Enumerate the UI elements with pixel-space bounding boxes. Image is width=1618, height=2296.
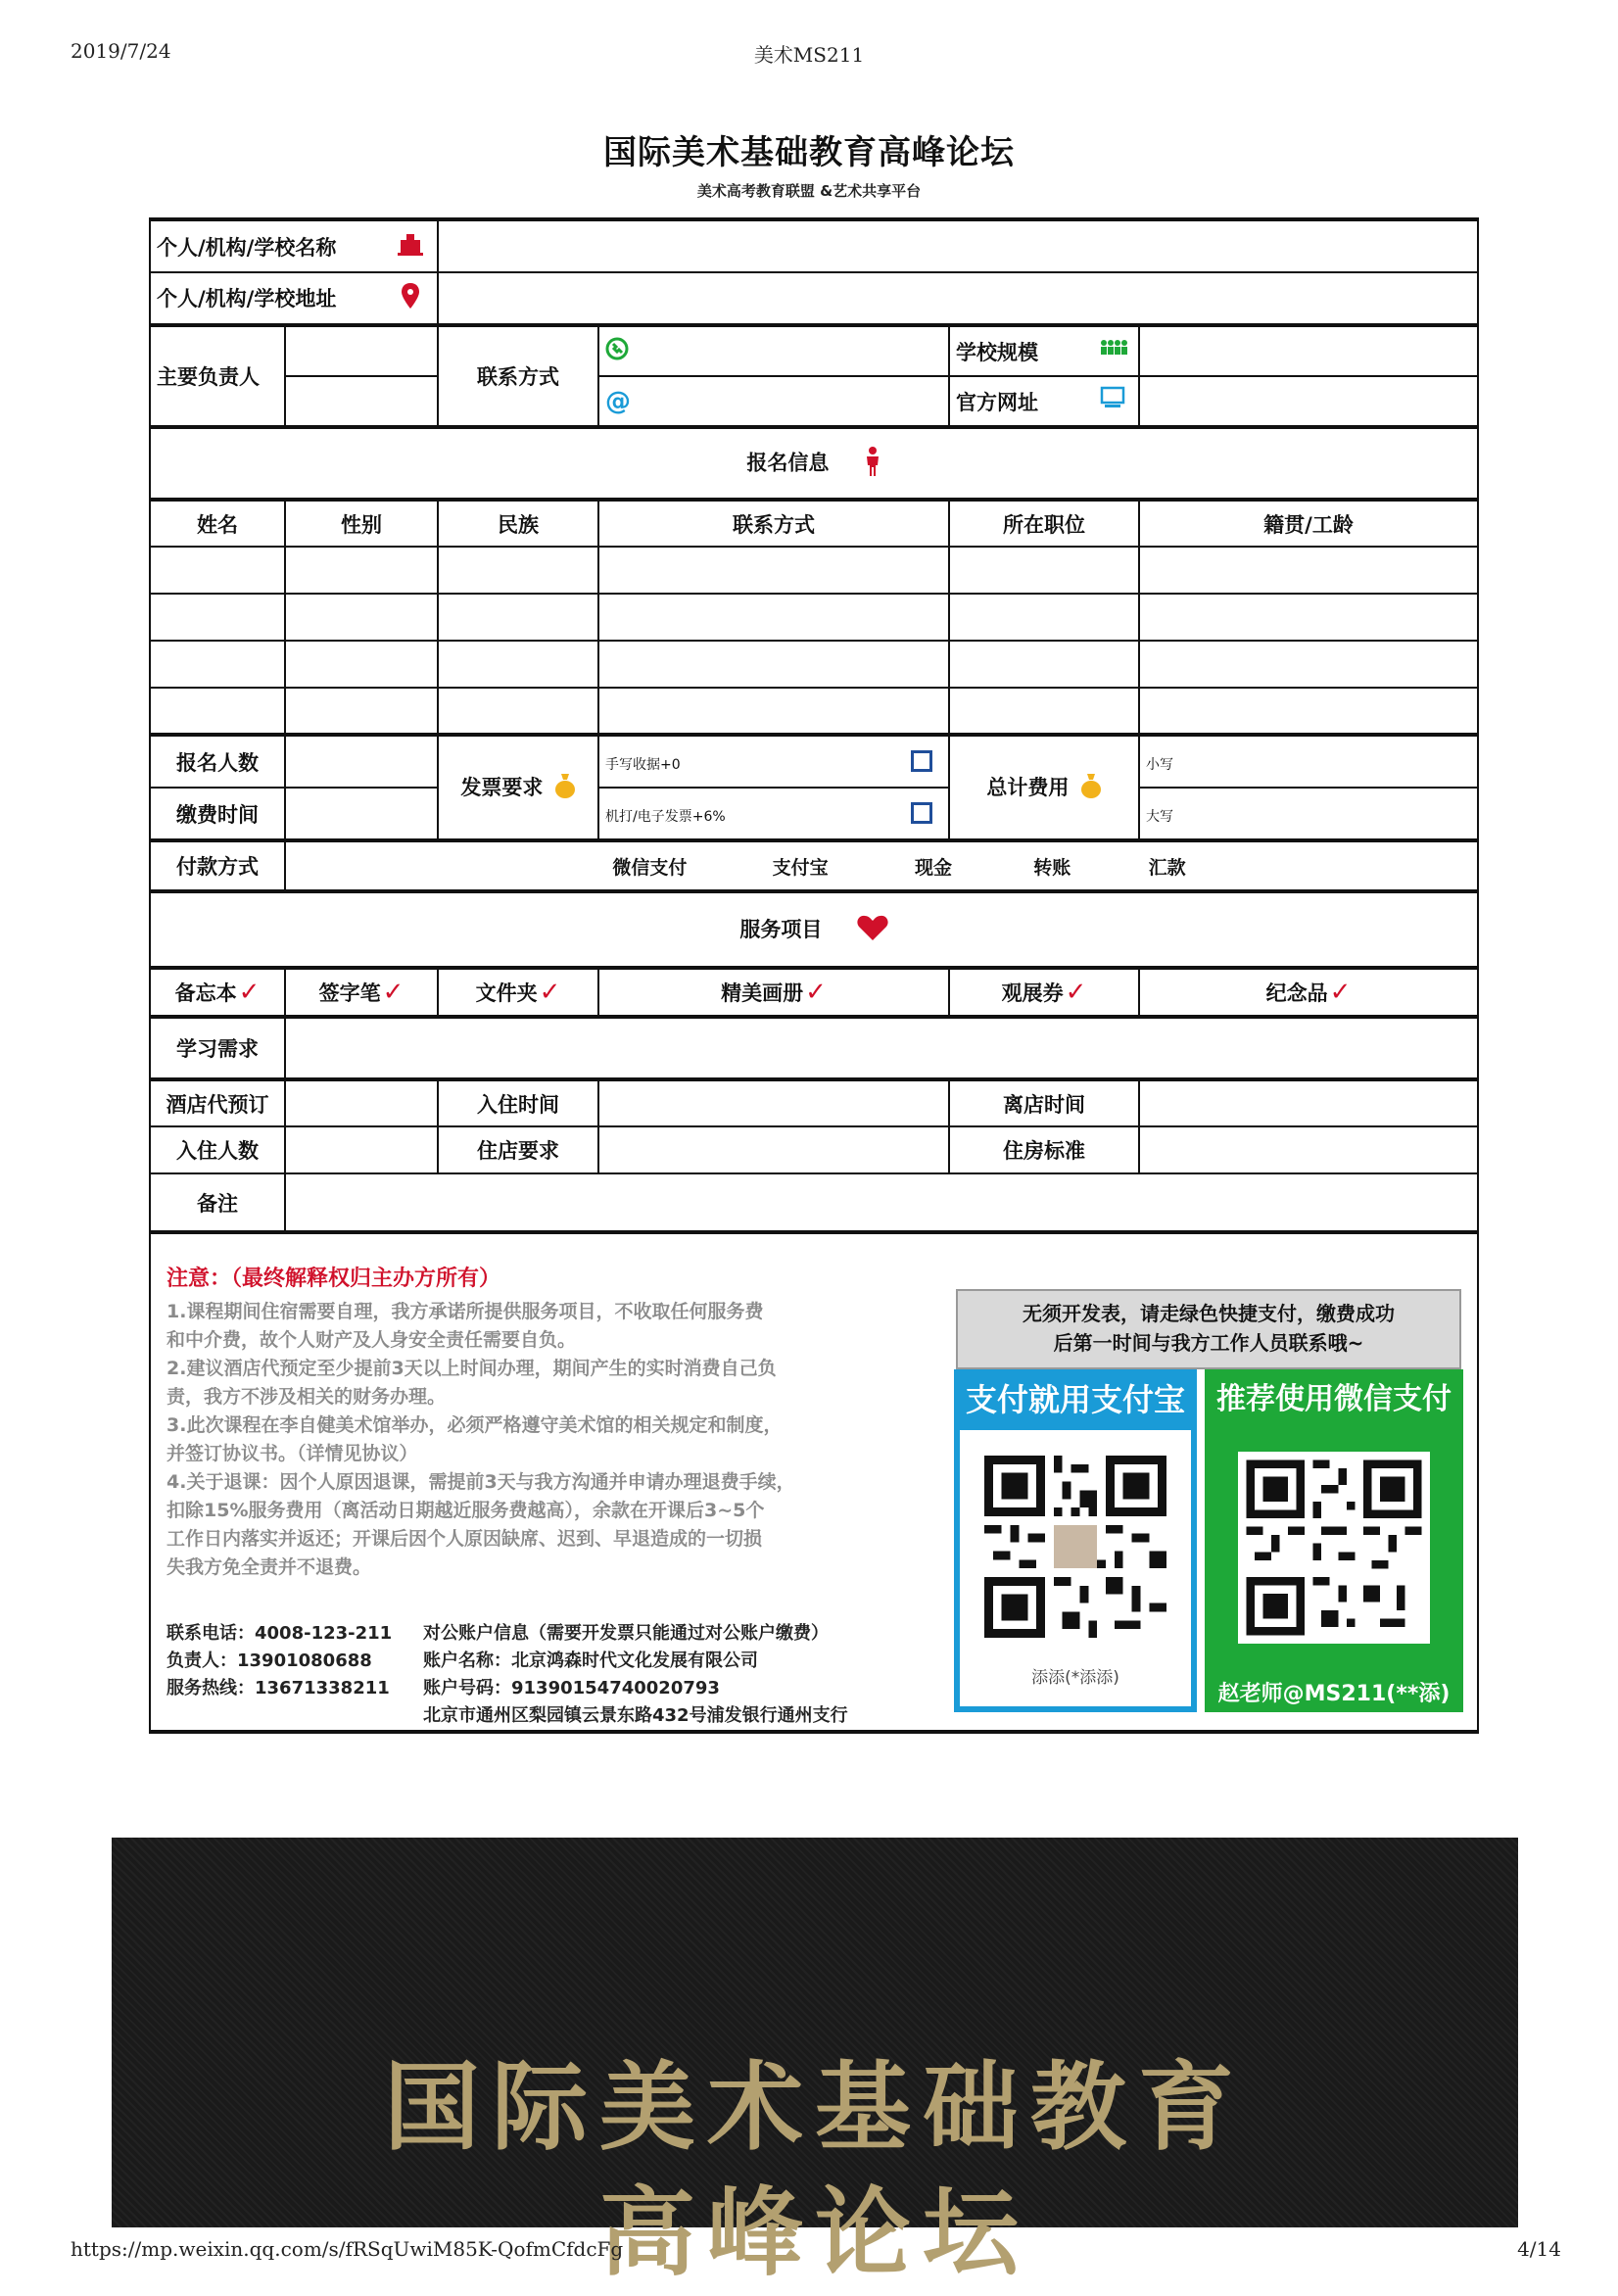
service-notebook[interactable] — [150, 968, 285, 1017]
invoice-option-electronic-label: 机打/电子发票+6% — [605, 808, 726, 825]
quick-pay-banner — [956, 1289, 1461, 1369]
service-folder[interactable] — [438, 968, 598, 1017]
service-album[interactable] — [598, 968, 949, 1017]
print-url: https://mp.weixin.qq.com/s/fRSqUwiM85K-QofmCfdcFg — [71, 2237, 624, 2261]
reg-cell[interactable] — [598, 547, 949, 594]
check-icon: ✓ — [238, 978, 261, 1007]
print-date: 2019/7/24 — [71, 39, 171, 63]
study-needs-label: 学习需求 — [150, 1017, 285, 1079]
people-icon — [1099, 337, 1128, 361]
payment-method-label: 付款方式 — [150, 840, 285, 891]
note-line: 并签订协议书。（详情见协议） — [167, 1443, 418, 1464]
reg-cell[interactable] — [1139, 594, 1478, 641]
guests-input[interactable] — [285, 1126, 438, 1173]
reg-header-row — [150, 500, 1478, 547]
website-input[interactable] — [1139, 376, 1478, 427]
stay-req-input[interactable] — [598, 1126, 949, 1173]
pay-time-input[interactable] — [285, 788, 438, 840]
pay-time-label: 缴费时间 — [150, 788, 285, 840]
total-big-input[interactable] — [1139, 788, 1478, 840]
note-line: 3.此次课程在李自健美术馆举办，必须严格遵守美术馆的相关规定和制度， — [167, 1414, 783, 1436]
location-pin-icon — [402, 283, 419, 313]
contact-info — [167, 1620, 392, 1702]
invoice-option-receipt[interactable] — [598, 735, 949, 788]
notes-block — [167, 1262, 891, 1582]
reg-section-title: 报名信息 — [746, 451, 830, 474]
hotel-booking-input[interactable] — [285, 1079, 438, 1126]
service-album-label: 精美画册 — [721, 981, 804, 1005]
address-label: 个人/机构/学校地址 — [157, 287, 337, 311]
principal-input-2[interactable] — [285, 376, 438, 427]
note-line: 1.课程期间住宿需要自理，我方承诺所提供服务项目，不收取任何服务费 — [167, 1301, 764, 1322]
email-input[interactable] — [598, 376, 949, 427]
account-name: 账户名称：北京鸿森时代文化发展有限公司 — [423, 1650, 758, 1671]
reg-cell[interactable] — [1139, 688, 1478, 735]
payment-option-wechat[interactable]: 微信支付 — [612, 856, 688, 879]
school-scale-input[interactable] — [1139, 325, 1478, 376]
notes-heading: 注意：（最终解释权归主办方所有） — [167, 1267, 501, 1291]
stay-req-label: 住店要求 — [438, 1126, 598, 1173]
service-souvenir-label: 纪念品 — [1265, 981, 1328, 1005]
account-info-heading: 对公账户信息（需要开发票只能通过对公账户缴费） — [423, 1623, 829, 1644]
check-icon: ✓ — [382, 978, 404, 1007]
payment-option-transfer[interactable]: 转账 — [1033, 856, 1071, 879]
total-small-label: 小写 — [1146, 756, 1173, 773]
reg-cell[interactable] — [1139, 547, 1478, 594]
alipay-title: 支付就用支付宝 — [960, 1375, 1191, 1430]
total-label-cell — [949, 735, 1139, 840]
reg-cell[interactable] — [150, 594, 285, 641]
principal-label: 主要负责人 — [150, 325, 285, 427]
heart-icon — [857, 915, 888, 945]
note-line: 工作日内落实并返还；开课后因个人原因缺席、迟到、早退造成的一切损 — [167, 1528, 763, 1550]
reg-cell[interactable] — [949, 594, 1139, 641]
study-needs-input[interactable] — [285, 1017, 1478, 1079]
form-subtitle: 美术高考教育联盟 &艺术共享平台 — [696, 182, 922, 200]
invoice-option-electronic[interactable] — [598, 788, 949, 840]
note-line: 和中介费，故个人财产及人身安全责任需要自负。 — [167, 1329, 577, 1351]
check-icon: ✓ — [539, 978, 561, 1007]
total-label: 总计费用 — [986, 775, 1070, 799]
note-line: 4.关于退课：因个人原因退课，需提前3天与我方沟通并申请办理退费手续， — [167, 1471, 795, 1493]
account-info — [423, 1620, 848, 1730]
note-line: 2.建议酒店代预定至少提前3天以上时间办理，期间产生的实时消费自己负 — [167, 1358, 777, 1379]
reg-header-gender: 性别 — [285, 500, 438, 547]
total-big-label: 大写 — [1146, 808, 1173, 825]
reg-cell[interactable] — [438, 547, 598, 594]
wechat-title: 推荐使用微信支付 — [1216, 1382, 1451, 1416]
service-folder-label: 文件夹 — [475, 981, 538, 1005]
reg-section-header — [150, 427, 1478, 500]
poster-title-line-1: 国际美术基础教育 — [383, 2052, 1246, 2164]
name-input[interactable] — [438, 219, 1478, 272]
guests-label: 入住人数 — [150, 1126, 285, 1173]
computer-icon — [1101, 387, 1124, 413]
contact-label: 联系方式 — [438, 325, 598, 427]
check-icon: ✓ — [1329, 978, 1352, 1007]
reg-cell[interactable] — [949, 547, 1139, 594]
service-notebook-label: 备忘本 — [174, 981, 237, 1005]
remarks-input[interactable] — [285, 1173, 1478, 1232]
service-section-header — [150, 891, 1478, 968]
checkout-time-input[interactable] — [1139, 1079, 1478, 1126]
email-at-icon: @ — [605, 386, 631, 416]
reg-row — [150, 594, 1478, 641]
address-label-cell — [150, 272, 438, 325]
alipay-qr-code[interactable] — [984, 1456, 1166, 1638]
reg-count-label: 报名人数 — [150, 735, 285, 788]
reg-cell[interactable] — [285, 594, 438, 641]
reg-cell[interactable] — [150, 547, 285, 594]
reg-cell[interactable] — [1139, 641, 1478, 688]
banner-line-1: 无须开发表，请走绿色快捷支付，缴费成功 — [1023, 1302, 1395, 1325]
service-pen[interactable] — [285, 968, 438, 1017]
contact-phone: 联系电话：4008-123-211 — [167, 1623, 393, 1644]
website-label: 官方网址 — [956, 390, 1038, 414]
school-scale-cell — [949, 325, 1139, 376]
invoice-label: 发票要求 — [460, 775, 544, 799]
service-pen-label: 签字笔 — [318, 981, 381, 1005]
checkin-time-label: 入住时间 — [438, 1079, 598, 1126]
reg-cell[interactable] — [598, 594, 949, 641]
reg-header-name: 姓名 — [150, 500, 285, 547]
check-icon: ✓ — [805, 978, 827, 1007]
check-icon: ✓ — [1065, 978, 1087, 1007]
account-number: 账户号码：91390154740020793 — [423, 1678, 720, 1698]
reg-header-contact: 联系方式 — [598, 500, 949, 547]
banner-line-2: 后第一时间与我方工作人员联系哦~ — [1053, 1331, 1364, 1355]
reg-cell[interactable] — [949, 688, 1139, 735]
reg-row — [150, 688, 1478, 735]
alipay-panel — [954, 1369, 1197, 1712]
building-icon — [398, 232, 423, 261]
reg-cell[interactable] — [438, 594, 598, 641]
reg-cell[interactable] — [285, 641, 438, 688]
poster-title-line-2: 高峰论坛 — [598, 2177, 1030, 2289]
invoice-label-cell — [438, 735, 598, 840]
reg-header-ethnicity: 民族 — [438, 500, 598, 547]
wechat-qr-code[interactable] — [1238, 1452, 1430, 1644]
reg-cell[interactable] — [438, 688, 598, 735]
receipt-checkbox[interactable] — [911, 750, 932, 772]
invoice-option-receipt-label: 手写收据+0 — [605, 756, 681, 773]
reg-header-position: 所在职位 — [949, 500, 1139, 547]
remarks-label: 备注 — [150, 1173, 285, 1232]
money-bag-icon — [554, 773, 576, 803]
print-page-number: 4/14 — [1517, 2237, 1561, 2261]
reg-count-input[interactable] — [285, 735, 438, 788]
reg-cell[interactable] — [150, 641, 285, 688]
payment-option-remittance[interactable]: 汇款 — [1148, 856, 1186, 879]
name-label-cell — [150, 219, 438, 272]
wechat-caption: 赵老师@MS211(**添) — [1217, 1682, 1451, 1706]
note-line: 责，我方不涉及相关的财务办理。 — [167, 1386, 447, 1408]
website-label-cell — [949, 376, 1139, 427]
money-bag-icon — [1080, 773, 1102, 803]
reg-cell[interactable] — [438, 641, 598, 688]
alipay-caption: 添添(*添添) — [1031, 1668, 1119, 1688]
contact-hotline: 服务热线：13671338211 — [167, 1678, 390, 1698]
wechat-panel — [1205, 1369, 1463, 1712]
contact-manager: 负责人：13901080688 — [167, 1650, 372, 1671]
reg-header-origin: 籍贯/工龄 — [1139, 500, 1478, 547]
service-ticket[interactable] — [949, 968, 1139, 1017]
note-line: 失我方免全责并不退费。 — [167, 1556, 372, 1578]
reg-cell[interactable] — [150, 688, 285, 735]
total-small-input[interactable] — [1139, 735, 1478, 788]
reg-cell[interactable] — [598, 641, 949, 688]
phone-input[interactable] — [598, 325, 949, 376]
print-page-title: 美术MS211 — [753, 43, 865, 67]
payment-methods — [285, 840, 1478, 891]
name-label: 个人/机构/学校名称 — [157, 235, 337, 260]
checkout-time-label: 离店时间 — [949, 1079, 1139, 1126]
checkin-time-input[interactable] — [598, 1079, 949, 1126]
service-section-title: 服务项目 — [739, 917, 823, 941]
service-souvenir[interactable] — [1139, 968, 1478, 1017]
reg-cell[interactable] — [598, 688, 949, 735]
reg-row — [150, 547, 1478, 594]
address-input[interactable] — [438, 272, 1478, 325]
hotel-booking-label: 酒店代预订 — [150, 1079, 285, 1126]
account-bank: 北京市通州区梨园镇云景东路432号浦发银行通州支行 — [423, 1705, 848, 1726]
reg-cell[interactable] — [285, 547, 438, 594]
principal-input-1[interactable] — [285, 325, 438, 376]
form-title: 国际美术基础教育高峰论坛 — [603, 133, 1015, 172]
person-icon — [864, 447, 881, 481]
room-std-label: 住房标准 — [949, 1126, 1139, 1173]
reg-row — [150, 641, 1478, 688]
payment-option-cash[interactable]: 现金 — [914, 856, 952, 879]
reg-cell[interactable] — [285, 688, 438, 735]
room-std-input[interactable] — [1139, 1126, 1478, 1173]
electronic-invoice-checkbox[interactable] — [911, 802, 932, 824]
school-scale-label: 学校规模 — [956, 340, 1038, 364]
note-line: 扣除15%服务费用（离活动日期越近服务费越高），余款在开课后3~5个 — [167, 1500, 765, 1521]
payment-option-alipay[interactable]: 支付宝 — [772, 856, 829, 879]
reg-cell[interactable] — [949, 641, 1139, 688]
service-ticket-label: 观展券 — [1001, 981, 1064, 1005]
phone-icon — [605, 342, 629, 365]
